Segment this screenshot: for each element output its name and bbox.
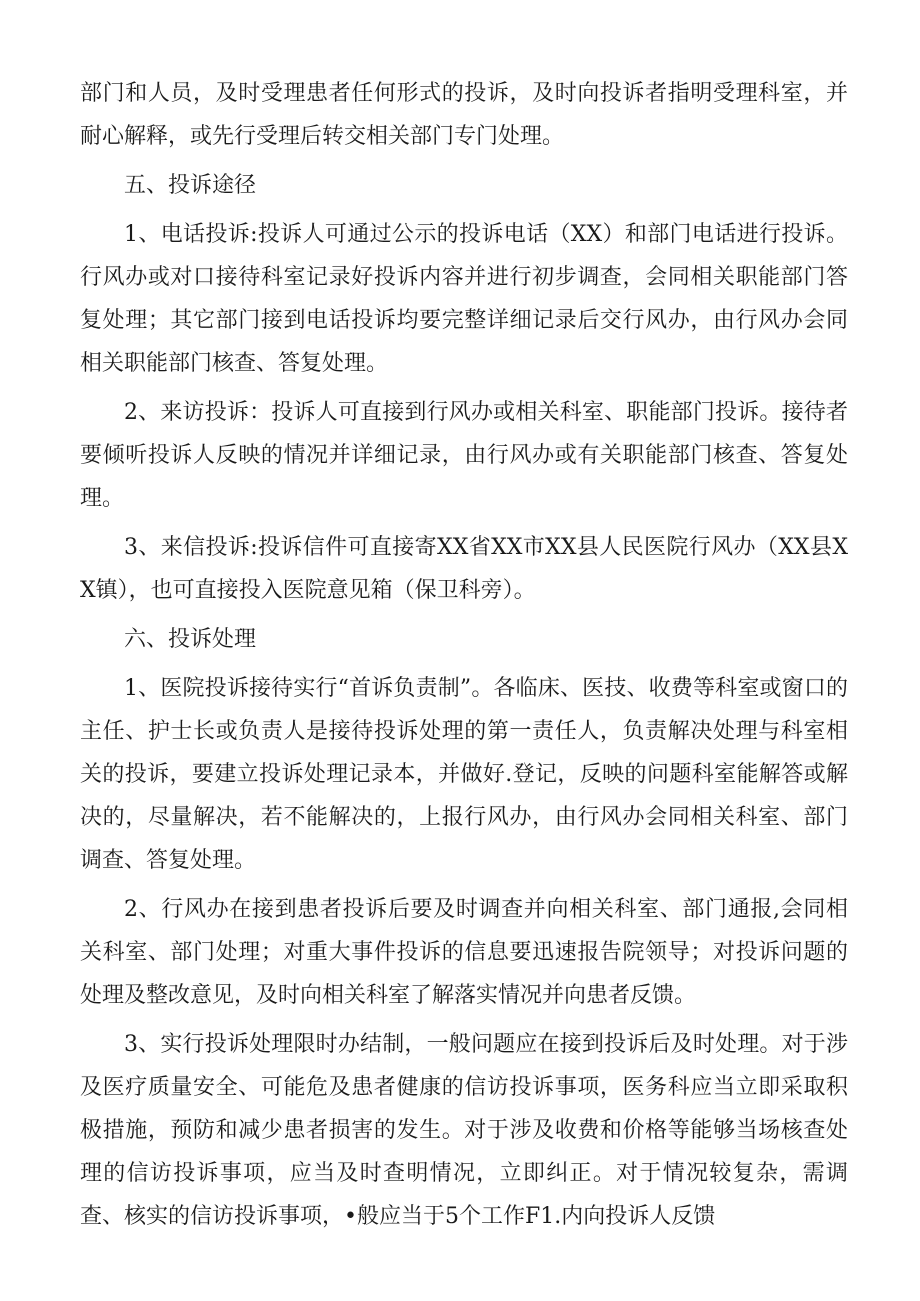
section-heading-complaint-channels: 五、投诉途径 xyxy=(124,173,257,198)
section-heading-complaint-handling: 六、投诉处理 xyxy=(124,627,257,652)
document-body xyxy=(80,72,848,1244)
paragraph-time-limit: 3、实行投诉处理限时办结制，一般问题应在接到投诉后及时处理。对于涉及医疗质量安全、可能危及患者健康的信访投诉事项，医务科应当立即采取积极措施，预防和减少患者损害的发生。对于涉及收费和价格等能够当场核查处理的信访投诉事项，应当及时查明情况，立即纠正。对于情况较复杂，需调查、核实的信访投诉事项，•般应当于5个工作F1.内向投诉人反馈 xyxy=(80,1032,848,1229)
paragraph-phone-complaint: 1、电话投诉:投诉人可通过公示的投诉电话（XX）和部门电话进行投诉。行风办或对口接待科室记录好投诉内容并进行初步调查，会同相关职能部门答复处理；其它部门接到电话投诉均要完整详细记录后交行风办，由行风办会同相关职能部门核查、答复处理。 xyxy=(80,222,848,376)
paragraph-visit-complaint: 2、来访投诉：投诉人可直接到行风办或相关科室、职能部门投诉。接待者要倾听投诉人反映的情况并详细记录，由行风办或有关职能部门核查、答复处理。 xyxy=(80,400,848,511)
paragraph-office-handling: 2、行风办在接到患者投诉后要及时调查并向相关科室、部门通报,会同相关科室、部门处理；对重大事件投诉的信息要迅速报告院领导；对投诉问题的处理及整改意见，及时向相关科室了解落实情况并向患者反馈。 xyxy=(80,897,848,1008)
paragraph-first-responsibility: 1、医院投诉接待实行“首诉负责制”。各临床、医技、收费等科室或窗口的主任、护士长或负责人是接待投诉处理的第一责任人，负责解决处理与科室相关的投诉，要建立投诉处理记录本，并做好.登记，反映的问题科室能解答或解决的，尽量解决，若不能解决的，上报行风办，由行风办会同相关科室、部门调查、答复处理。 xyxy=(80,676,848,873)
paragraph-continuation: 部门和人员，及时受理患者任何形式的投诉，及时向投诉者指明受理科室，并耐心解释，或先行受理后转交相关部门专门处理。 xyxy=(80,81,848,149)
paragraph-letter-complaint: 3、来信投诉:投诉信件可直接寄XX省XX市XX县人民医院行风办（XX县XX镇），也可直接投入医院意见箱（保卫科旁）。 xyxy=(80,535,848,603)
